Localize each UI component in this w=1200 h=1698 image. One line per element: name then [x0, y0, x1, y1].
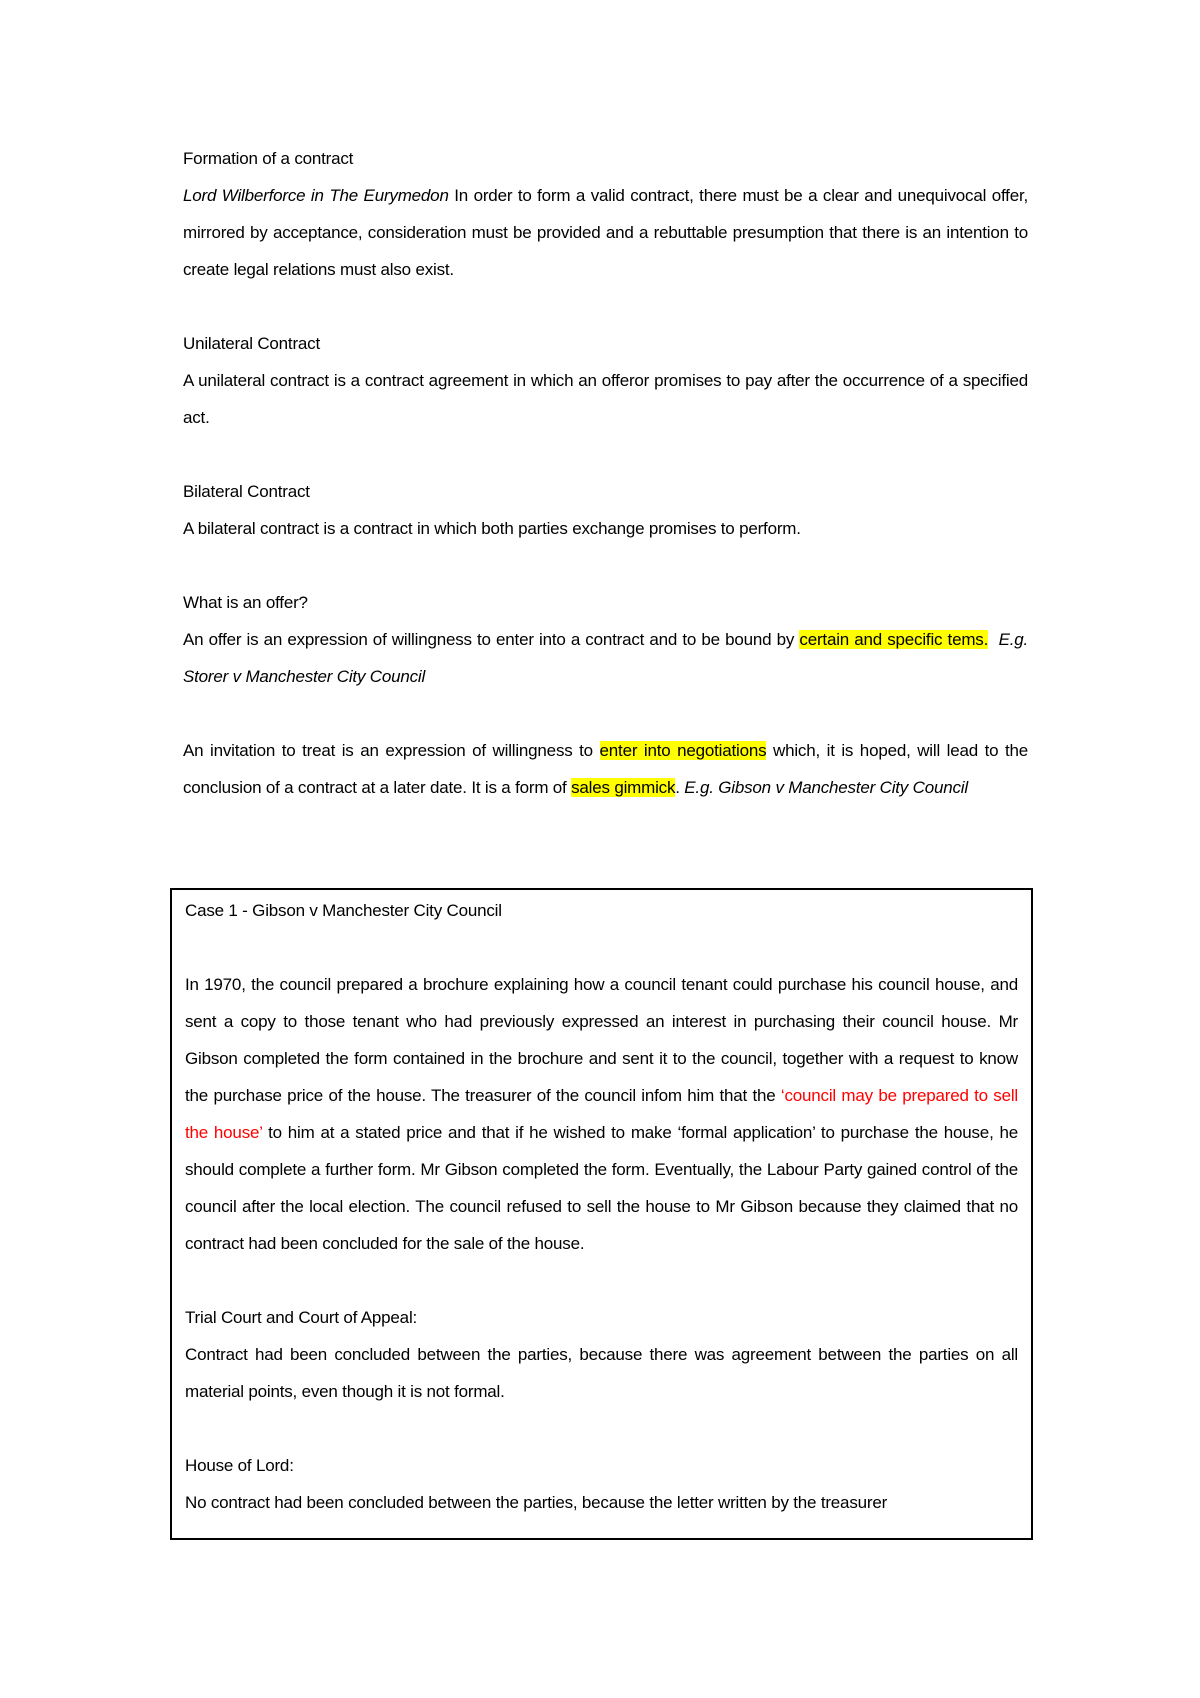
bilateral-text: A bilateral contract is a contract in which both parties exchange promises to perform.	[183, 519, 801, 538]
case-box-content	[185, 892, 1018, 1521]
hol-text: No contract had been concluded between the parties, because the letter written by the treasurer	[185, 1493, 888, 1512]
invitation-paragraph	[183, 732, 1028, 806]
document-body	[183, 140, 1028, 806]
invitation-text-1: An invitation to treat is an expression of willingness to	[183, 741, 600, 760]
hol-heading: House of Lord:	[185, 1456, 294, 1475]
invitation-highlight-2: sales gimmick	[571, 778, 676, 797]
unilateral-heading: Unilateral Contract	[183, 334, 320, 353]
case-facts-1: In 1970, the council prepared a brochure explaining how a council tenant could purchase his council house, and sent a copy to those tenant who had previously expressed an interest in purchasing their council house. Mr Gibson completed the form contained in the brochure and sent it to the council, together with a request to know the purchase price of the house. The treasurer of the council infom him that the	[185, 975, 1018, 1105]
invitation-highlight-1: enter into negotiations	[599, 741, 767, 760]
unilateral-text: A unilateral contract is a contract agreement in which an offeror promises to pay after the occurrence of a specified act.	[183, 371, 1028, 427]
formation-paragraph	[183, 177, 1028, 288]
case-facts-2: to him at a stated price and that if he wished to make ‘formal application’ to purchase the house, he should complete a further form. Mr Gibson completed the form. Eventually, the Labour Party gained control of the council after the local election. The council refused to sell the house to Mr Gibson because they claimed that no contract had been concluded for the sale of the house.	[185, 1123, 1018, 1253]
offer-paragraph	[183, 621, 1028, 695]
trial-heading: Trial Court and Court of Appeal:	[185, 1308, 418, 1327]
offer-text: An offer is an expression of willingness to enter into a contract and to be bound by	[183, 630, 800, 649]
invitation-example: E.g. Gibson v Manchester City Council	[684, 778, 968, 797]
offer-highlight: certain and specific tems.	[799, 630, 989, 649]
formation-heading: Formation of a contract	[183, 149, 354, 168]
offer-heading: What is an offer?	[183, 593, 308, 612]
formation-quote-author: Lord Wilberforce in The Eurymedon	[183, 186, 449, 205]
case-title: Case 1 - Gibson v Manchester City Council	[185, 901, 502, 920]
case-facts-quote: ‘council may be prepared to sell the house’	[185, 1086, 1019, 1142]
case-facts	[185, 966, 1018, 1262]
formation-text: In order to form a valid contract, there must be a clear and unequivocal offer, mirrored by acceptance, consideration must be provided and a rebuttable presumption that there is an intention to create legal relations must also exist.	[183, 186, 1029, 279]
invitation-text-2: which, it is hoped, will lead to the conclusion of a contract at a later date. It is a form of	[183, 741, 1029, 797]
case-box	[170, 888, 1033, 1540]
trial-text: Contract had been concluded between the parties, because there was agreement between the parties on all material points, even though it is not formal.	[185, 1345, 1018, 1401]
invitation-text-3: .	[675, 778, 685, 797]
offer-example: E.g. Storer v Manchester City Council	[183, 630, 1029, 686]
bilateral-heading: Bilateral Contract	[183, 482, 310, 501]
